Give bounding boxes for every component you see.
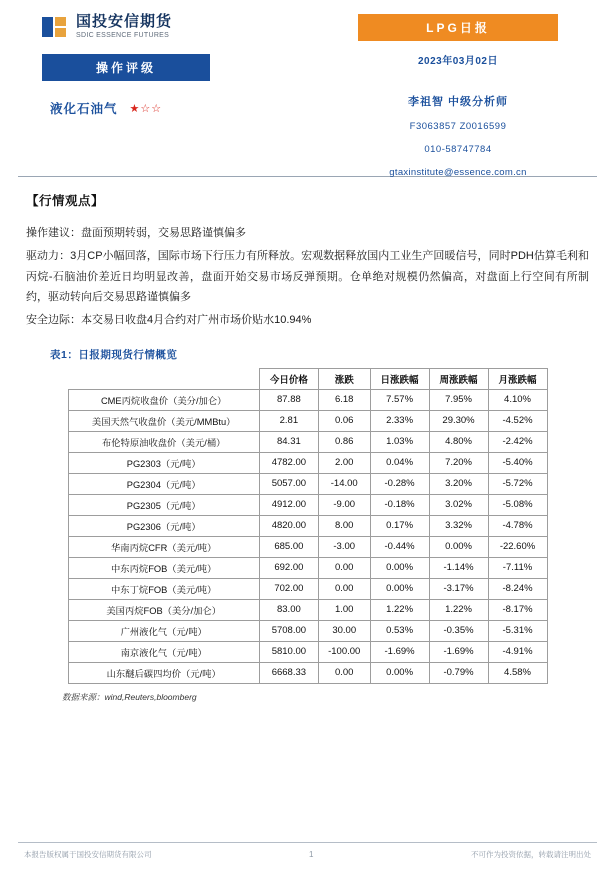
cell-daily-pct: 1.22% <box>370 599 429 620</box>
cell-monthly-pct: -5.31% <box>488 620 547 641</box>
logo-text <box>76 14 172 39</box>
cell-change: 1.00 <box>318 599 370 620</box>
cell-monthly-pct: -8.17% <box>488 599 547 620</box>
cell-monthly-pct: -4.91% <box>488 641 547 662</box>
table-body <box>68 389 547 683</box>
cell-weekly-pct: 1.22% <box>429 599 488 620</box>
cell-weekly-pct: 7.20% <box>429 452 488 473</box>
cell-price: 5810.00 <box>259 641 318 662</box>
cell-weekly-pct: -3.17% <box>429 578 488 599</box>
cell-monthly-pct: -4.78% <box>488 515 547 536</box>
row-label: PG2306（元/吨） <box>68 515 259 536</box>
row-label: 广州液化气（元/吨） <box>68 620 259 641</box>
cell-change: 30.00 <box>318 620 370 641</box>
market-overview-table <box>68 368 548 684</box>
table-row <box>68 641 547 662</box>
row-label: 布伦特原油收盘价（美元/桶） <box>68 431 259 452</box>
cell-weekly-pct: -1.14% <box>429 557 488 578</box>
logo-company-en: SDIC ESSENCE FUTURES <box>76 32 170 40</box>
table-header-row <box>68 368 547 389</box>
report-date: 2023年03月02日 <box>418 56 498 67</box>
cell-monthly-pct: 4.10% <box>488 389 547 410</box>
cell-price: 692.00 <box>259 557 318 578</box>
cell-monthly-pct: 4.58% <box>488 662 547 683</box>
logo-company-cn: 国投安信期货 <box>76 13 173 31</box>
cell-daily-pct: 2.33% <box>370 410 429 431</box>
cell-price: 5057.00 <box>259 473 318 494</box>
analyst-phone: 010-58747784 <box>424 144 492 155</box>
cell-weekly-pct: 4.80% <box>429 431 488 452</box>
table-row <box>68 536 547 557</box>
cell-monthly-pct: -7.11% <box>488 557 547 578</box>
table-header-cell-0 <box>68 368 259 389</box>
cell-price: 4820.00 <box>259 515 318 536</box>
report-meta <box>323 14 593 178</box>
report-header <box>0 0 615 178</box>
cell-monthly-pct: -4.52% <box>488 410 547 431</box>
cell-daily-pct: -0.44% <box>370 536 429 557</box>
rating-stars: ★☆☆ <box>129 102 163 115</box>
cell-weekly-pct: 3.02% <box>429 494 488 515</box>
paragraph-operation-advice: 操作建议：盘面预期转弱，交易思路谨慎偏多 <box>26 227 246 239</box>
product-name: 液化石油气 <box>50 102 118 116</box>
row-label: PG2303（元/吨） <box>68 452 259 473</box>
cell-daily-pct: 0.00% <box>370 557 429 578</box>
cell-weekly-pct: 7.95% <box>429 389 488 410</box>
row-label: 美国丙烷FOB（美分/加仑） <box>68 599 259 620</box>
cell-price: 87.88 <box>259 389 318 410</box>
table-row <box>68 515 547 536</box>
cell-daily-pct: -1.69% <box>370 641 429 662</box>
report-body <box>0 177 615 703</box>
table-row <box>68 599 547 620</box>
analyst-email: gtaxinstitute@essence.com.cn <box>389 167 527 178</box>
cell-weekly-pct: 29.30% <box>429 410 488 431</box>
table-row <box>68 494 547 515</box>
paragraph-safety-margin: 安全边际：本交易日收盘4月合约对广州市场价贴水10.94% <box>26 314 312 327</box>
cell-change: 0.00 <box>318 662 370 683</box>
rating-banner: 操作评级 <box>42 54 210 81</box>
cell-change: -100.00 <box>318 641 370 662</box>
cell-change: 0.00 <box>318 578 370 599</box>
table-row <box>68 557 547 578</box>
cell-weekly-pct: -0.79% <box>429 662 488 683</box>
cell-price: 702.00 <box>259 578 318 599</box>
cell-daily-pct: 0.00% <box>370 578 429 599</box>
table-row <box>68 473 547 494</box>
report-footer <box>0 842 615 870</box>
table-caption: 表1：日报期现货行情概览 <box>50 348 178 361</box>
table-header-cell-2: 涨跌 <box>318 368 370 389</box>
cell-weekly-pct: 3.20% <box>429 473 488 494</box>
table-row <box>68 452 547 473</box>
table-row <box>68 578 547 599</box>
footer-disclaimer: 不可作为投资依据，转载请注明出处 <box>470 850 591 859</box>
cell-change: 8.00 <box>318 515 370 536</box>
cell-price: 6668.33 <box>259 662 318 683</box>
table-row <box>68 389 547 410</box>
cell-price: 4912.00 <box>259 494 318 515</box>
analyst-name: 李祖智 中级分析师 <box>407 96 509 108</box>
table-header-cell-3: 日涨跌幅 <box>370 368 429 389</box>
cell-weekly-pct: -1.69% <box>429 641 488 662</box>
row-label: 中东丙烷FOB（美元/吨） <box>68 557 259 578</box>
row-label: 南京液化气（元/吨） <box>68 641 259 662</box>
table-header-cell-1: 今日价格 <box>259 368 318 389</box>
row-label: 山东醚后碳四均价（元/吨） <box>68 662 259 683</box>
table-row <box>68 620 547 641</box>
cell-monthly-pct: -2.42% <box>488 431 547 452</box>
cell-monthly-pct: -5.40% <box>488 452 547 473</box>
cell-daily-pct: 0.17% <box>370 515 429 536</box>
cell-price: 4782.00 <box>259 452 318 473</box>
cell-daily-pct: -0.18% <box>370 494 429 515</box>
cell-change: 0.00 <box>318 557 370 578</box>
cell-monthly-pct: -5.08% <box>488 494 547 515</box>
table-row <box>68 662 547 683</box>
cell-weekly-pct: 3.32% <box>429 515 488 536</box>
cell-price: 685.00 <box>259 536 318 557</box>
row-label: PG2304（元/吨） <box>68 473 259 494</box>
cell-daily-pct: 7.57% <box>370 389 429 410</box>
cell-price: 2.81 <box>259 410 318 431</box>
logo-mark-icon <box>42 14 68 40</box>
cell-daily-pct: 0.04% <box>370 452 429 473</box>
table-row <box>68 410 547 431</box>
cell-daily-pct: 0.53% <box>370 620 429 641</box>
row-label: 华南丙烷CFR（美元/吨） <box>68 536 259 557</box>
cell-weekly-pct: 0.00% <box>429 536 488 557</box>
cell-price: 5708.00 <box>259 620 318 641</box>
row-label: 中东丁烷FOB（美元/吨） <box>68 578 259 599</box>
cell-monthly-pct: -8.24% <box>488 578 547 599</box>
table-row <box>68 431 547 452</box>
cell-change: -3.00 <box>318 536 370 557</box>
row-label: 美国天然气收盘价（美元/MMBtu） <box>68 410 259 431</box>
cell-change: -14.00 <box>318 473 370 494</box>
table-source: 数据来源：wind,Reuters,bloomberg <box>62 691 197 702</box>
cell-price: 84.31 <box>259 431 318 452</box>
cell-daily-pct: 0.00% <box>370 662 429 683</box>
cell-monthly-pct: -5.72% <box>488 473 547 494</box>
cell-change: 0.06 <box>318 410 370 431</box>
cell-daily-pct: 1.03% <box>370 431 429 452</box>
row-label: CME丙烷收盘价（美分/加仑） <box>68 389 259 410</box>
cell-change: 2.00 <box>318 452 370 473</box>
cell-weekly-pct: -0.35% <box>429 620 488 641</box>
cell-change: 0.86 <box>318 431 370 452</box>
row-label: PG2305（元/吨） <box>68 494 259 515</box>
cell-change: 6.18 <box>318 389 370 410</box>
cell-monthly-pct: -22.60% <box>488 536 547 557</box>
cell-daily-pct: -0.28% <box>370 473 429 494</box>
table-header-cell-5: 月涨跌幅 <box>488 368 547 389</box>
analyst-license: F3063857 Z0016599 <box>409 121 507 132</box>
table-header-cell-4: 周涨跌幅 <box>429 368 488 389</box>
report-title-banner: LPG日报 <box>358 14 558 41</box>
paragraph-drivers: 驱动力：3月CP小幅回落，国际市场下行压力有所释放。宏观数据释放国内工业生产回暖信号，同时PDH估算毛利和丙烷-石脑油价差近日均明显改善，盘面开始交易市场反弹预期。仓单绝对规模仍然偏高，对盘面上行空间有所制约，驱动转向后交易思路谨慎偏多 <box>26 250 589 304</box>
page-number: 1 <box>309 850 314 859</box>
footer-copyright: 本报告版权属于国投安信期货有限公司 <box>24 850 152 859</box>
cell-change: -9.00 <box>318 494 370 515</box>
cell-price: 83.00 <box>259 599 318 620</box>
section-title-market-view: 【行情观点】 <box>26 194 105 208</box>
